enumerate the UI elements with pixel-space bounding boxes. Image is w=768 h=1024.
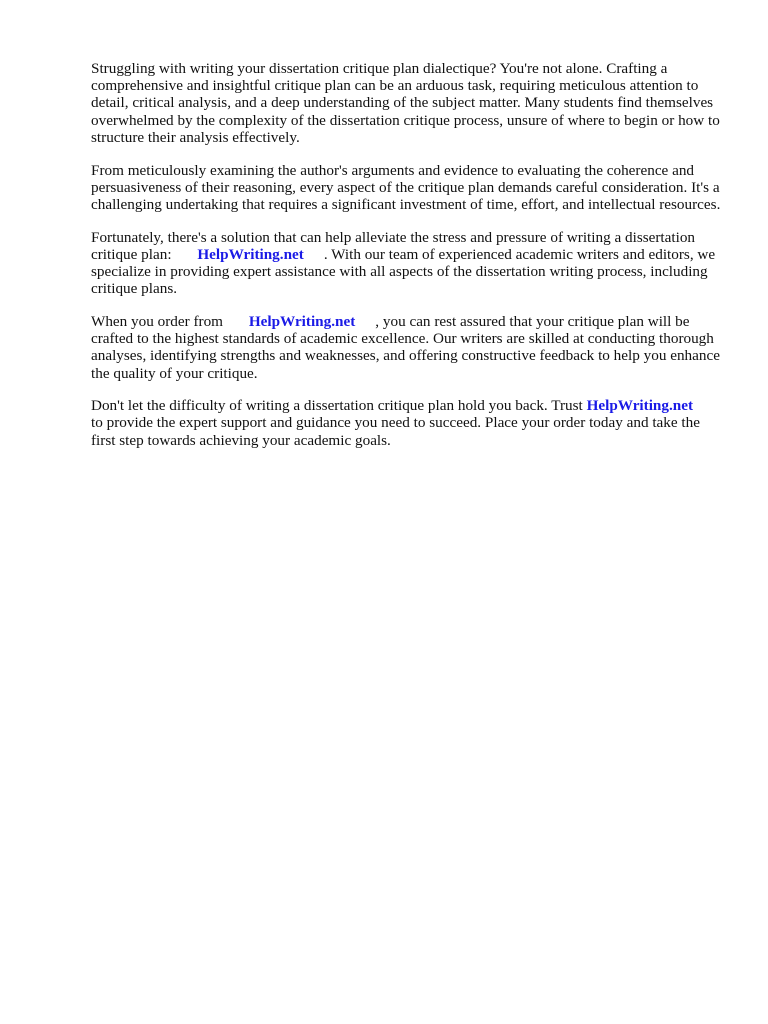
document-body <box>91 60 721 464</box>
paragraph-trust-text-before: Don't let the difficulty of writing a dissertation critique plan hold you back. Trust <box>91 397 583 415</box>
paragraph-solution-text-after: . With our team of experienced academic writers and editors, we specialize in providing expert assistance with all aspects of the dissertation writing process, including critique plans. <box>91 245 716 298</box>
paragraph-intro-text: Struggling with writing your dissertation critique plan dialectique? You're not alone. Crafting a comprehensive and insightful critique plan can be an arduous task, requiring meticulous attention to detail, critical analysis, and a deep understanding of the subject matter. Many students find themselves overwhelmed by the complexity of the dissertation critique process, unsure of where to begin or how to structure their analysis effectively. <box>91 60 720 146</box>
paragraph-trust <box>91 397 721 449</box>
paragraph-solution-text-before: Fortunately, there's a solution that can help alleviate the stress and pressure of writing a dissertation critique plan: <box>91 228 696 263</box>
helpwriting-link-2[interactable]: HelpWriting.net <box>248 312 356 330</box>
helpwriting-link-1[interactable]: HelpWriting.net <box>197 245 304 263</box>
paragraph-intro <box>91 60 721 146</box>
paragraph-trust-text-after: to provide the expert support and guidance you need to succeed. Place your order today and take the first step towards achieving your academic goals. <box>91 414 700 449</box>
paragraph-order-text-before: When you order from <box>91 312 224 330</box>
paragraph-critique-aspects-text: From meticulously examining the author's arguments and evidence to evaluating the coherence and persuasiveness of their reasoning, every aspect of the critique plan demands careful consideration. It's a challenging undertaking that requires a significant investment of time, effort, and intellectual resources. <box>91 161 721 213</box>
paragraph-critique-aspects <box>91 162 721 214</box>
paragraph-order <box>91 313 721 382</box>
paragraph-solution <box>91 229 721 298</box>
helpwriting-link-3[interactable]: HelpWriting.net <box>586 397 694 415</box>
paragraph-order-text-after: , you can rest assured that your critique plan will be crafted to the highest standards of academic excellence. Our writers are skilled at conducting thorough analyses, identifying strengths and weaknesses, and offering constructive feedback to help you enhance the quality of your critique. <box>91 312 720 382</box>
